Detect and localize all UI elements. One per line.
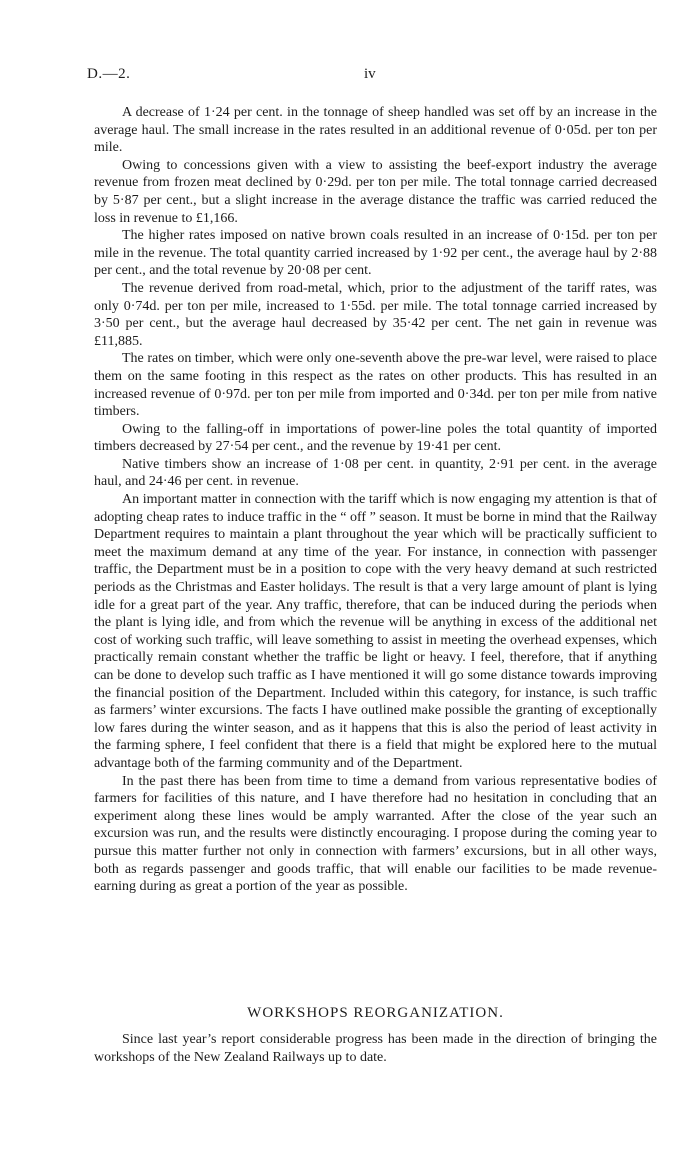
- report-body: [94, 104, 657, 896]
- paragraph-brown-coal: The higher rates imposed on native brown coals resulted in an increase of 0·15d. per ton per mile in the revenue. The total quantity carried increased by 1·92 per cent., the average haul by 2·88 per cent., and the total revenue by 20·08 per cent.: [94, 228, 657, 279]
- paragraph-timber-rates: The rates on timber, which were only one-seventh above the pre-war level, were raised to place them on the same footing in this respect as the rates on other products. This has resulted in an increased revenue of 0·97d. per ton per mile from imported and 0·34d. per ton per mile from native timbers.: [94, 351, 657, 420]
- paragraph-frozen-meat: Owing to concessions given with a view to assisting the beef-export industry the average revenue from frozen meat declined by 0·29d. per ton per mile. The total tonnage carried decreased by 5·87 per cent., but a slight increase in the average distance the traffic was carried reduced the loss in revenue to £1,166.: [94, 157, 657, 226]
- paragraph-road-metal: The revenue derived from road-metal, which, prior to the adjustment of the tariff rates, was only 0·74d. per ton per mile, increased to 1·55d. per mile. The total tonnage carried increased by 3·50 per cent., but the average haul decreased by 35·42 per cent. The net gain in revenue was £11,885.: [94, 280, 657, 349]
- paragraph-workshops: Since last year’s report considerable progress has been made in the direction of bringing the workshops of the New Zealand Railways up to date.: [94, 1032, 657, 1065]
- paragraph-imported-timber: Owing to the falling-off in importations of power-line poles the total quantity of imported timbers decreased by 27·54 per cent., and the revenue by 19·41 per cent.: [94, 421, 657, 455]
- page-reference: D.—2.: [87, 66, 131, 82]
- paragraph-sheep: A decrease of 1·24 per cent. in the tonnage of sheep handled was set off by an increase in the average haul. The small increase in the rates resulted in an additional revenue of 0·05d. per ton per mile.: [94, 105, 657, 156]
- paragraph-farmers-excursions: In the past there has been from time to time a demand from various representative bodies of farmers for facilities of this nature, and I have therefore had no hesitation in concluding that an experiment along these lines would be amply warranted. After the close of the year such an excursion was run, and the results were distinctly encouraging. I propose during the coming year to pursue this matter further not only in connection with farmers’ excursions, but in all other ways, both as regards passenger and goods traffic, that will enable our facilities to be made revenue-earning during as great a portion of the year as possible.: [94, 773, 657, 895]
- paragraph-native-timber: Native timbers show an increase of 1·08 per cent. in quantity, 2·91 per cent. in the average haul, and 24·46 per cent. in revenue.: [94, 456, 657, 490]
- section-heading: WORKSHOPS REORGANIZATION.: [247, 1005, 504, 1021]
- paragraph-off-season-rates: An important matter in connection with the tariff which is now engaging my attention is that of adopting cheap rates to induce traffic in the “ off ” season. It must be borne in mind that the Railway Department requires to maintain a plant throughout the year which will be practically sufficient to meet the maximum demand at any time of the year. For instance, in connection with passenger traffic, the Department must be in a position to cope with the very heavy demand at such restricted periods as the Christmas and Easter holidays. The result is that a very large amount of plant is lying idle for a great part of the year. Any traffic, therefore, that can be induced during the periods when the plant is lying idle, and from which the revenue will be anything in excess of the additional net cost of working such traffic, will leave something to assist in meeting the overhead expenses, which practically remain constant whether the traffic be light or heavy. I feel, therefore, that if anything can be done to develop such traffic as I have mentioned it will go some distance towards improving the financial position of the Department. Included within this category, for instance, is such traffic as farmers’ winter excursions. The facts I have outlined make possible the granting of exceptionally low fares during the winter season, and as it happens that this is also the period of least activity in the farming sphere, I feel confident that there is a field that might be explored here to the mutual advantage both of the farming community and of the Department.: [94, 492, 657, 771]
- section-body: [94, 1031, 657, 1066]
- page-number: iv: [364, 66, 376, 82]
